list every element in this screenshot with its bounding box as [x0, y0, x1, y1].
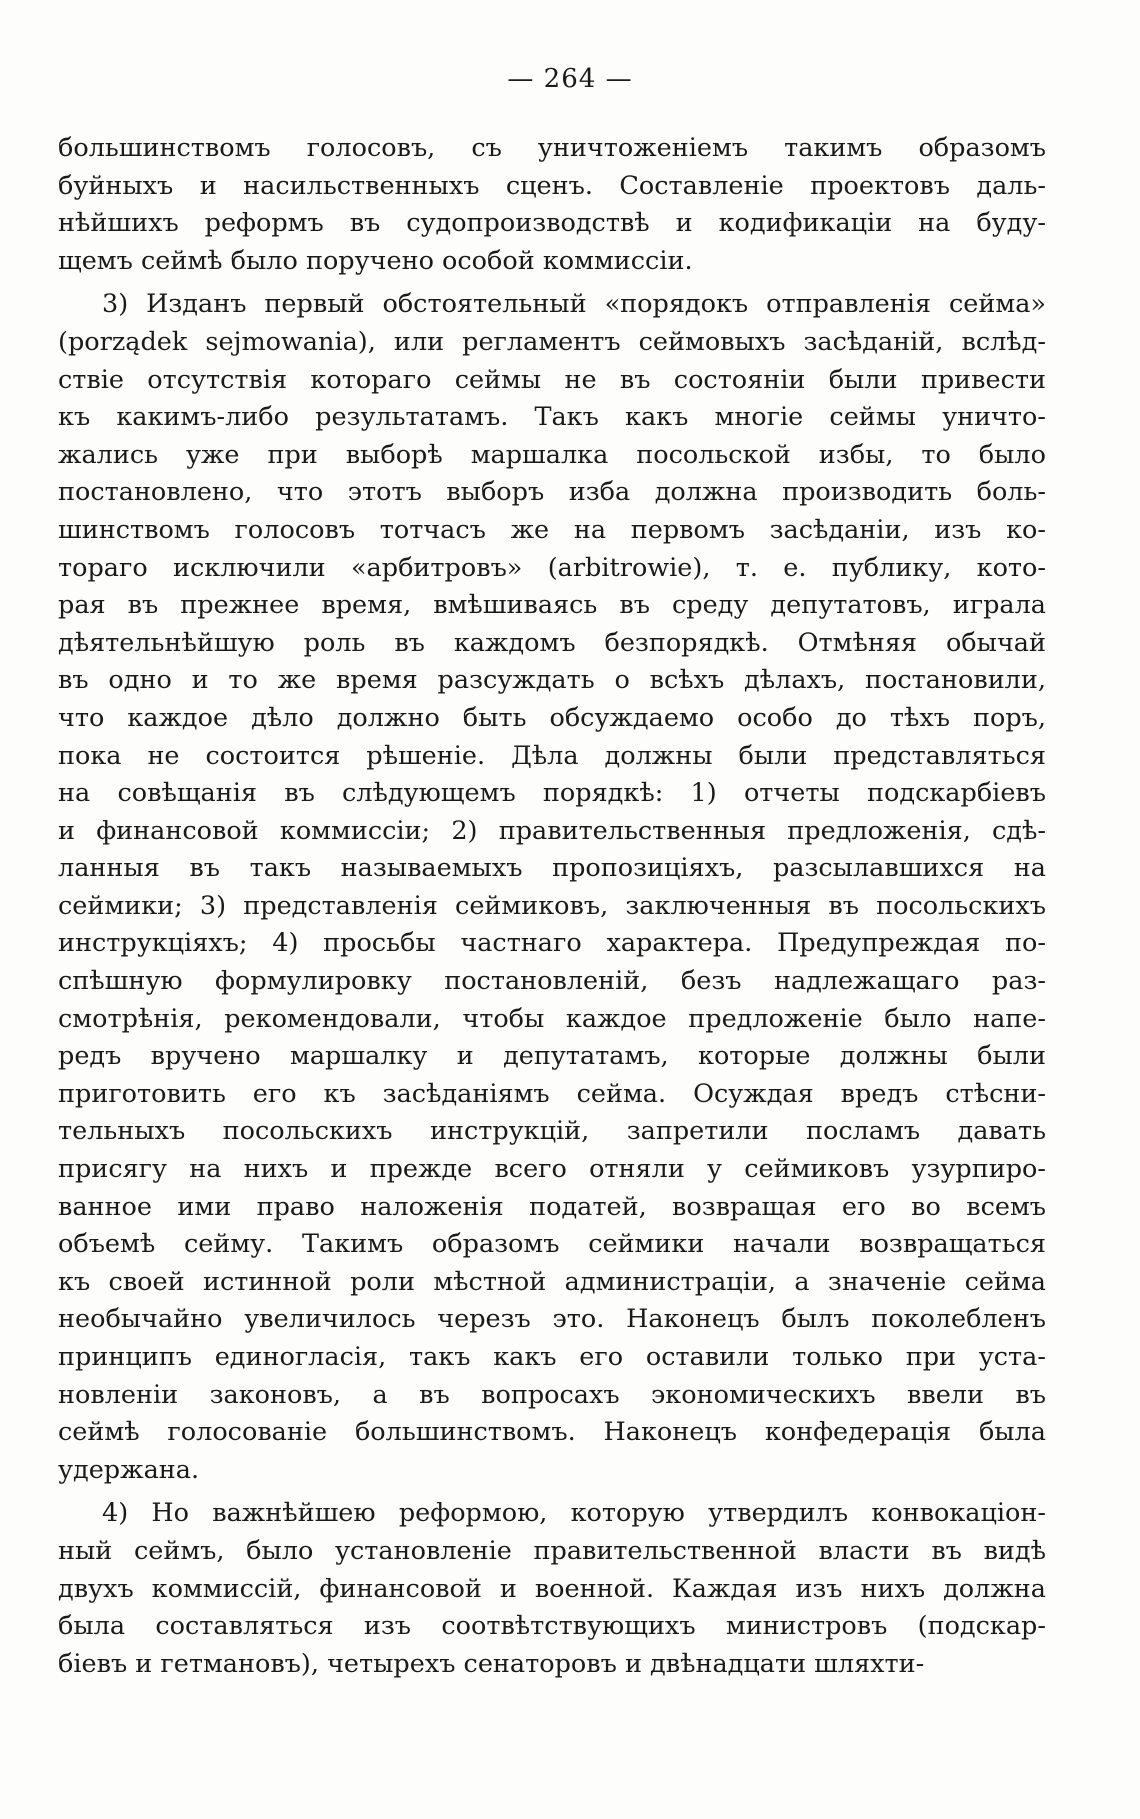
text-line: спѣшную формулировку постановленій, безъ надлежащаго раз- [58, 966, 1046, 997]
text-line: къ своей истинной роли мѣстной администраціи, а значеніе сейма [58, 1266, 1046, 1297]
body-text [58, 130, 1046, 1683]
text-line: редъ вручено маршалку и депутатамъ, которые должны были [58, 1041, 1046, 1072]
text-line: была составляться изъ соотвѣтствующихъ министровъ (подскар- [58, 1611, 1046, 1642]
paragraph [58, 1495, 1046, 1683]
text-line: буйныхъ и насильственныхъ сценъ. Составленіе проектовъ даль- [58, 170, 1046, 201]
text-line: къ какимъ-либо результатамъ. Такъ какъ многіе сеймы уничто- [58, 402, 1046, 433]
text-line: присягу на нихъ и прежде всего отняли у сеймиковъ узурпиро- [58, 1154, 1046, 1185]
text-line: дѣятельнѣйшую роль въ каждомъ безпорядкѣ. Отмѣняя обычай [58, 627, 1046, 658]
text-line: постановлено, что этотъ выборъ изба должна производить боль- [58, 477, 1046, 508]
page-number: — 264 — [507, 64, 633, 94]
text-line: удержана. [58, 1454, 200, 1485]
text-line: ланныя въ такъ называемыхъ пропозиціяхъ, разсылавшихся на [58, 853, 1046, 884]
text-line: сеймѣ голосованіе большинствомъ. Наконецъ конфедерація была [58, 1417, 1046, 1448]
paragraph [58, 130, 1046, 280]
text-line: объемѣ сейму. Такимъ образомъ сеймики начали возвращаться [58, 1229, 1046, 1260]
text-line: необычайно увеличилось черезъ это. Наконецъ былъ поколебленъ [58, 1304, 1046, 1335]
paragraph [58, 286, 1046, 1489]
text-line: шинствомъ голосовъ тотчасъ же на первомъ засѣданіи, изъ ко- [58, 514, 1046, 545]
text-line: ствіе отсутствія котораго сеймы не въ состояніи были привести [58, 364, 1046, 395]
text-line: и финансовой коммиссіи; 2) правительственныя предложенія, сдѣ- [58, 815, 1046, 846]
text-line: смотрѣнія, рекомендовали, чтобы каждое предложеніе было напе- [58, 1003, 1046, 1034]
text-line: (porządek sejmowania), или регламентъ сеймовыхъ засѣданій, вслѣд- [58, 326, 1046, 357]
text-line: ный сеймъ, было установленіе правительственной власти въ видѣ [58, 1535, 1046, 1566]
text-line: принципъ единогласія, такъ какъ его оставили только при уста- [58, 1342, 1046, 1372]
text-line: на совѣщанія въ слѣдующемъ порядкѣ: 1) отчеты подскарбіевъ [58, 778, 1046, 809]
text-line: пока не состоится рѣшеніе. Дѣла должны были представляться [58, 740, 1046, 771]
text-line: біевъ и гетмановъ), четырехъ сенаторовъ и двѣнадцати шляхти- [58, 1648, 925, 1679]
text-line: инструкціяхъ; 4) просьбы частнаго характера. Предупреждая по- [58, 928, 1046, 959]
text-line: щемъ сеймѣ было поручено особой коммиссіи. [58, 245, 693, 276]
text-line: что каждое дѣло должно быть обсуждаемо особо до тѣхъ поръ, [58, 702, 1046, 733]
text-line: ванное ими право наложенія податей, возвращая его во всемъ [58, 1191, 1046, 1222]
text-line: новленіи законовъ, а въ вопросахъ экономическихъ ввели въ [58, 1379, 1046, 1410]
text-line: большинствомъ голосовъ, съ уничтоженіемъ такимъ образомъ [58, 133, 1046, 163]
text-line: 3) Изданъ первый обстоятельный «порядокъ отправленія сейма» [102, 289, 1046, 320]
text-line: сеймики; 3) представленія сеймиковъ, заключенныя въ посольскихъ [58, 890, 1046, 921]
text-line: рая въ прежнее время, вмѣшиваясь въ среду депутатовъ, играла [58, 590, 1046, 621]
text-line: 4) Но важнѣйшею реформою, которую утвердилъ конвокаціон- [102, 1498, 1046, 1529]
text-line: приготовить его къ засѣданіямъ сейма. Осуждая вредъ стѣсни- [58, 1078, 1046, 1109]
text-line: въ одно и то же время разсуждать о всѣхъ дѣлахъ, постановили, [58, 665, 1046, 696]
text-line: тораго исключили «арбитровъ» (arbitrowie), т. е. публику, кото- [58, 552, 1046, 583]
text-line: двухъ коммиссій, финансовой и военной. Каждая изъ нихъ должна [58, 1573, 1046, 1604]
text-line: жались уже при выборѣ маршалка посольской избы, то было [58, 439, 1046, 470]
text-line: тельныхъ посольскихъ инструкцій, запретили посламъ давать [58, 1116, 1046, 1147]
text-line: нѣйшихъ реформъ въ судопроизводствѣ и кодификаціи на буду- [58, 208, 1046, 239]
